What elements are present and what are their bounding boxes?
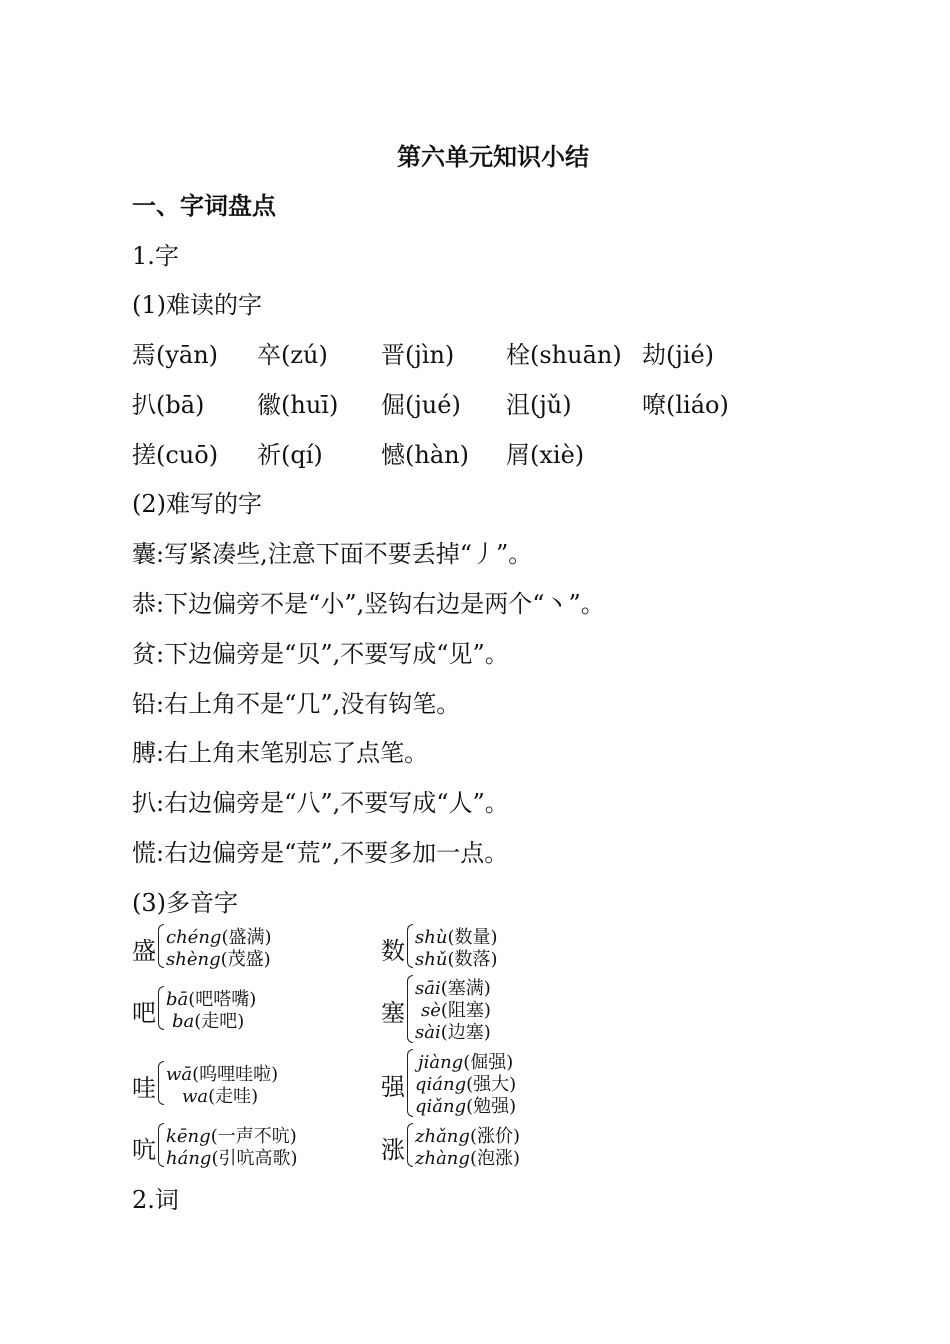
polyphone-char: 哇: [132, 1074, 156, 1102]
polyphone-entry: [132, 984, 372, 1044]
hard-write-note: 恭:下边偏旁不是“小”,竖钩右边是两个“丶”。: [132, 590, 605, 618]
polyphone-reading: háng(引吭高歌): [166, 1148, 298, 1169]
hard-read-item: 卒(zú): [257, 341, 328, 369]
hard-read-item: 焉(yān): [132, 341, 219, 369]
hard-read-item: 沮(jǔ): [506, 391, 572, 419]
polyphone-reading: chéng(盛满): [166, 927, 272, 948]
brace-icon: [158, 1061, 164, 1105]
section-heading: 一、字词盘点: [132, 191, 276, 220]
brace-icon: [158, 1123, 164, 1167]
hard-read-item: 搓(cuō): [132, 441, 219, 469]
hard-write-note: 铅:右上角不是“几”,没有钩笔。: [132, 690, 461, 718]
polyphone-reading: bā(吧嗒嘴): [166, 989, 257, 1010]
brace-icon: [158, 986, 164, 1030]
polyphone-heading: (3)多音字: [132, 889, 238, 917]
hard-read-item: 祈(qí): [257, 441, 323, 469]
polyphone-char: 盛: [132, 937, 156, 965]
hard-read-item: 栓(shuān): [506, 341, 622, 369]
hard-read-item: 徽(huī): [257, 391, 339, 419]
hard-write-note: 慌:右边偏旁是“荒”,不要多加一点。: [132, 839, 509, 867]
polyphone-char: 吭: [132, 1136, 156, 1164]
page-title: 第六单元知识小结: [397, 142, 589, 171]
polyphone-reading: kēng(一声不吭): [166, 1126, 297, 1147]
polyphone-entry: [381, 973, 621, 1045]
polyphone-char: 吧: [132, 999, 156, 1027]
hard-write-note: 扒:右边偏旁是“八”,不要写成“人”。: [132, 789, 509, 817]
brace-icon: [407, 975, 413, 1043]
hard-read-item: 嘹(liáo): [642, 391, 729, 419]
polyphone-reading: zhàng(泡涨): [415, 1148, 520, 1169]
hard-read-item: 屑(xiè): [506, 441, 585, 469]
polyphone-reading: sāi(塞满): [415, 978, 491, 999]
hard-read-heading: (1)难读的字: [132, 291, 262, 319]
hard-write-heading: (2)难写的字: [132, 490, 262, 518]
polyphone-reading: zhǎng(涨价): [415, 1126, 520, 1147]
subsection-heading: 1.字: [132, 242, 179, 270]
polyphone-reading: qiǎng(勉强): [415, 1096, 517, 1117]
polyphone-entry: [381, 1047, 621, 1119]
polyphone-char: 塞: [381, 999, 405, 1027]
polyphone-reading: wā(呜哩哇啦): [166, 1064, 279, 1085]
polyphone-char: 强: [381, 1073, 405, 1101]
polyphone-reading: qiáng(强大): [415, 1074, 517, 1095]
brace-icon: [407, 1049, 413, 1117]
brace-icon: [407, 1123, 413, 1167]
hard-write-note: 膊:右上角末笔别忘了点笔。: [132, 739, 429, 767]
polyphone-reading: shèng(茂盛): [166, 949, 271, 970]
subsection-heading: 2.词: [132, 1186, 179, 1214]
polyphone-reading: jiàng(倔强): [418, 1052, 514, 1073]
hard-read-item: 倔(jué): [381, 391, 461, 419]
polyphone-reading: ba(走吧): [172, 1011, 245, 1032]
polyphone-reading: sài(边塞): [415, 1022, 491, 1043]
polyphone-entry: [381, 1121, 621, 1181]
hard-read-item: 扒(bā): [132, 391, 205, 419]
hard-read-item: 劫(jié): [642, 341, 715, 369]
hard-read-item: 憾(hàn): [381, 441, 469, 469]
polyphone-reading: sè(阻塞): [421, 1000, 491, 1021]
polyphone-entry: [132, 1059, 372, 1119]
hard-read-item: 晋(jìn): [381, 341, 455, 369]
polyphone-entry: [132, 922, 372, 982]
polyphone-reading: wa(走哇): [182, 1086, 259, 1107]
brace-icon: [158, 924, 164, 968]
hard-write-note: 囊:写紧凑些,注意下面不要丢掉“丿”。: [132, 540, 533, 568]
polyphone-reading: shǔ(数落): [415, 949, 498, 970]
polyphone-reading: shù(数量): [415, 927, 498, 948]
polyphone-entry: [132, 1121, 372, 1181]
polyphone-char: 数: [381, 937, 405, 965]
polyphone-char: 涨: [381, 1136, 405, 1164]
hard-write-note: 贫:下边偏旁是“贝”,不要写成“见”。: [132, 640, 509, 668]
brace-icon: [407, 924, 413, 968]
